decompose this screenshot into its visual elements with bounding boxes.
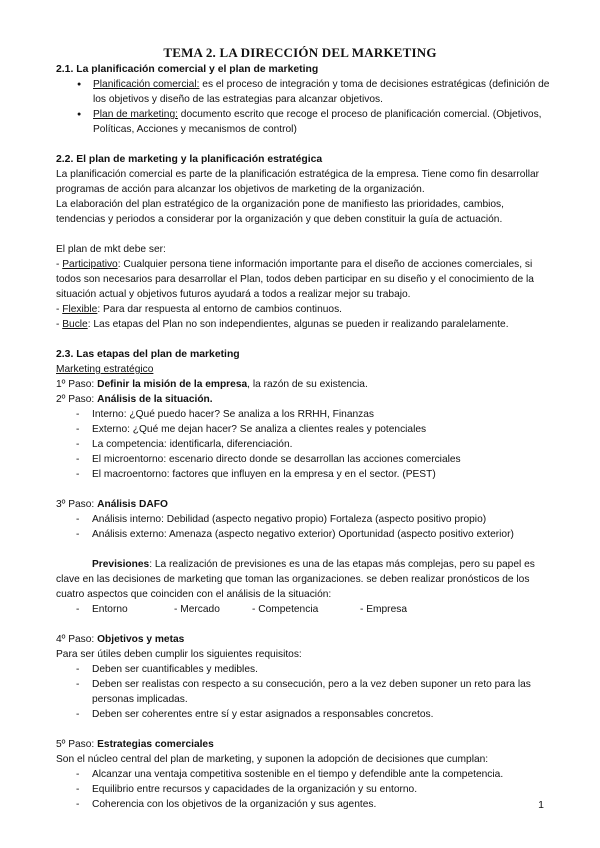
term-definition: documento escrito que recoge el proceso de planificación comercial. (Objetivos, Políticas, Acciones y mecanismos de control) [93, 109, 542, 135]
list-item: - Deben ser cuantificables y medibles. [56, 662, 556, 677]
term-planificacion: Planificación comercial: [93, 79, 200, 90]
subheading-marketing-estrategico: Marketing estratégico [56, 364, 154, 375]
list-item [56, 257, 556, 302]
step-4 [56, 632, 556, 647]
step-label: 4º Paso: [56, 634, 98, 645]
step-5-list [56, 767, 556, 812]
paragraph: El plan de mkt debe ser: [56, 244, 166, 255]
term-plan-marketing: Plan de marketing: [93, 109, 178, 120]
term-definition: : Cualquier persona tiene información importante para el diseño de acciones comerciales, si todos son necesarios para desarrollar el Plan, todos deben participar en su diseño y el conocimiento de la situación actual y objetivos futuros ayudará a todos a realizar mejor su trabajo. [56, 259, 534, 300]
term-participativo: Participativo [62, 259, 118, 270]
paragraph: La planificación comercial es parte de la planificación estratégica de la empresa. Tiene como fin desarrollar programas de acción para alcanzar los objetivos de marketing de la organización. [56, 169, 540, 195]
step-title: Objetivos y metas [97, 634, 185, 645]
step-label: 1º Paso: [56, 379, 98, 390]
forecast-aspects [56, 602, 556, 617]
step-label: 2º Paso: [56, 394, 98, 405]
previsiones-text: : La realización de previsiones es una de las etapas más complejas, pero su papel es clave en las decisiones de marketing que toman las organizaciones. se deben realizar pronósticos de los cuatro aspectos que coinciden con el análisis de la situación: [56, 559, 535, 600]
term-flexible: Flexible [62, 304, 98, 315]
list-item: - Deben ser realistas con respecto a su consecución, pero a la vez deben suponer un reto para las personas implicadas. [56, 677, 556, 707]
section-heading-2-2: 2.2. El plan de marketing y la planificación estratégica [56, 154, 323, 165]
step-title: Análisis de la situación. [97, 394, 213, 405]
step-2-list [56, 407, 556, 482]
list-item [56, 302, 556, 317]
step-1 [56, 377, 556, 392]
list-item: - Análisis interno: Debilidad (aspecto negativo propio) Fortaleza (aspecto positivo propio) [56, 512, 556, 527]
list-item: - Alcanzar una ventaja competitiva sostenible en el tiempo y defendible ante la competencia. [56, 767, 556, 782]
step-5 [56, 737, 556, 752]
dash: - [56, 259, 63, 270]
dash: - [56, 319, 63, 330]
list-item: - Deben ser coherentes entre sí y estar asignados a responsables concretos. [56, 707, 556, 722]
dash: - [56, 304, 63, 315]
section-heading-2-1: 2.1. La planificación comercial y el plan de marketing [56, 64, 319, 75]
step-title: Definir la misión de la empresa [97, 379, 248, 390]
step-text: , la razón de su existencia. [247, 379, 368, 390]
section-heading-2-3: 2.3. Las etapas del plan de marketing [56, 349, 240, 360]
document-title: TEMA 2. LA DIRECCIÓN DEL MARKETING [163, 45, 437, 60]
bullet-list-2-1 [56, 77, 556, 137]
list-item: - El microentorno: escenario directo donde se desarrollan las acciones comerciales [56, 452, 556, 467]
step-title: Análisis DAFO [97, 499, 168, 510]
paragraph: Son el núcleo central del plan de marketing, y suponen la adopción de decisiones que cumplan: [56, 754, 489, 765]
step-2 [56, 392, 556, 407]
step-label: 3º Paso: [56, 499, 98, 510]
list-item [56, 77, 556, 107]
list-item: - Análisis externo: Amenaza (aspecto negativo exterior) Oportunidad (aspecto positivo exterior) [56, 527, 556, 542]
aspect-empresa: - Empresa [360, 604, 407, 615]
list-item: - Equilibrio entre recursos y capacidades de la organización y su entorno. [56, 782, 556, 797]
term-definition: es el proceso de integración y toma de decisiones estratégicas (definición de los objetivos y diseño de las estrategias para alcanzar objetivos. [93, 79, 550, 105]
term-definition: : Para dar respuesta al entorno de cambios continuos. [97, 304, 342, 315]
term-bucle: Bucle [62, 319, 88, 330]
previsiones-paragraph [56, 557, 556, 602]
previsiones-term: Previsiones [92, 559, 150, 570]
paragraph: Para ser útiles deben cumplir los siguientes requisitos: [56, 649, 302, 660]
step-label: 5º Paso: [56, 739, 98, 750]
document-body [56, 62, 556, 812]
aspect-competencia: - Competencia [252, 604, 319, 615]
list-item [56, 107, 556, 137]
term-definition: : Las etapas del Plan no son independientes, algunas se pueden ir realizando paralelamente. [87, 319, 509, 330]
list-item: - La competencia: identificarla, diferenciación. [56, 437, 556, 452]
aspect-mercado: - Mercado [174, 604, 220, 615]
paragraph: La elaboración del plan estratégico de la organización pone de manifiesto las prioridades, cambios, tendencias y periodos a considerar por la organización y que deben constituir la guía de actuación. [56, 199, 504, 225]
step-3 [56, 497, 556, 512]
aspect-entorno: Entorno [92, 604, 128, 615]
step-3-list [56, 512, 556, 542]
list-item: - Externo: ¿Qué me dejan hacer? Se analiza a clientes reales y potenciales [56, 422, 556, 437]
list-item: - El macroentorno: factores que influyen en la empresa y en el sector. (PEST) [56, 467, 556, 482]
step-title: Estrategias comerciales [97, 739, 214, 750]
page-number: 1 [538, 799, 544, 811]
list-item [56, 317, 556, 332]
list-item: - Coherencia con los objetivos de la organización y sus agentes. [56, 797, 556, 812]
list-item: - Interno: ¿Qué puedo hacer? Se analiza a los RRHH, Finanzas [56, 407, 556, 422]
step-4-list [56, 662, 556, 722]
